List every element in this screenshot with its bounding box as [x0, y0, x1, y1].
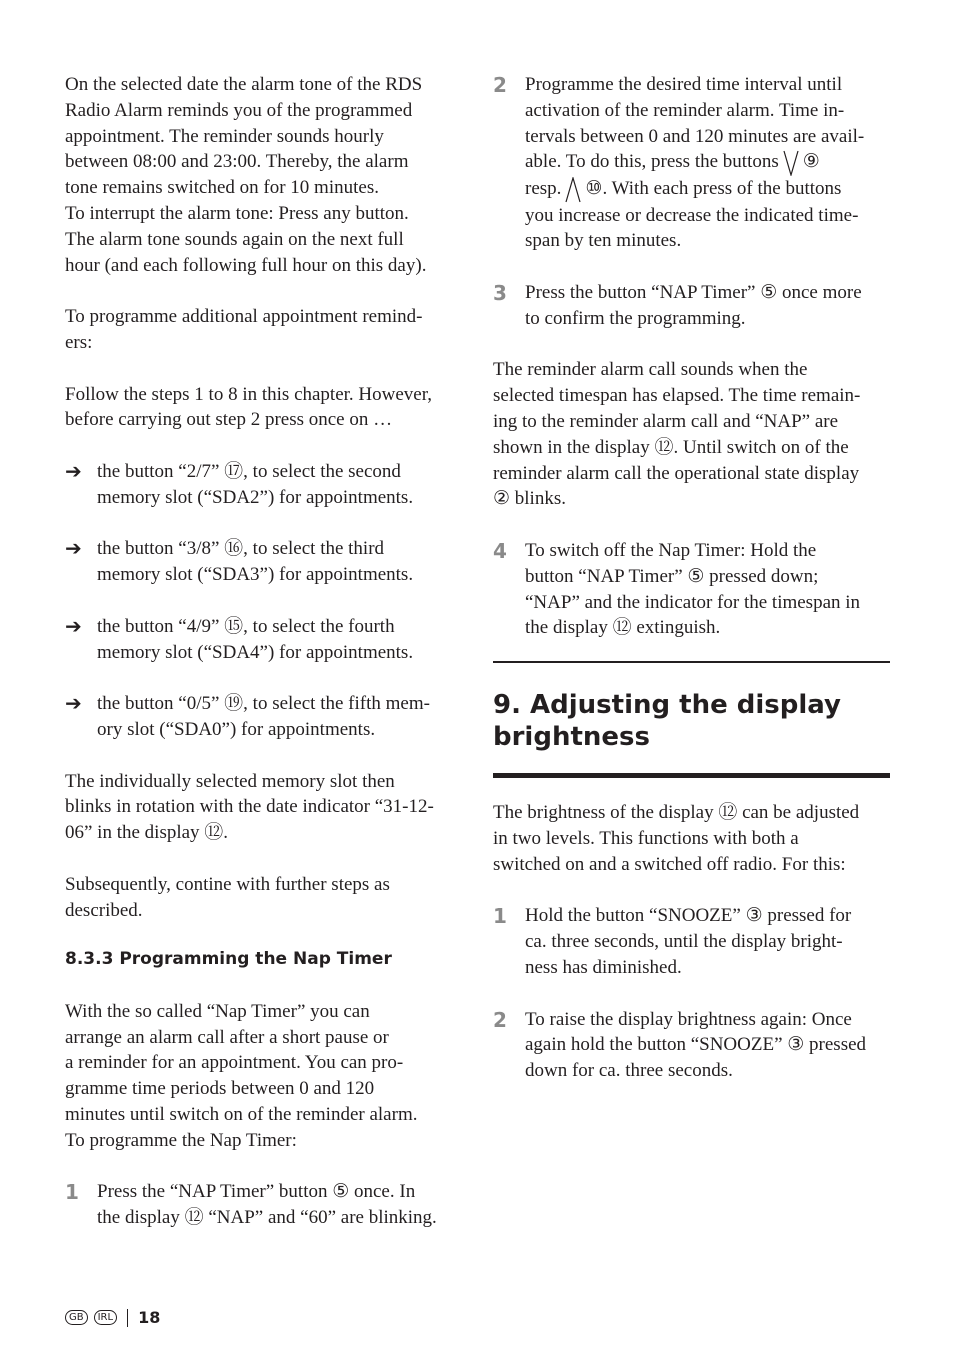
text-line: hour (and each following full hour on this day). — [65, 254, 427, 276]
arrow-right-icon: ➔ — [65, 613, 82, 638]
text-line: Press the button “NAP Timer” ⑤ once more — [525, 282, 862, 304]
arrow-right-icon: ➔ — [65, 691, 82, 716]
text-line: down for ca. three seconds. — [525, 1060, 733, 1082]
text-fragment: ⑨ — [802, 151, 820, 173]
text-line: gramme time periods between 0 and 120 — [65, 1078, 375, 1100]
text-line: memory slot (“SDA3”) for appointments. — [97, 564, 414, 586]
country-badge: IRL — [94, 1310, 117, 1325]
text-line: appointment. The reminder sounds hourly — [65, 125, 384, 147]
step-item — [493, 1007, 890, 1084]
text-line: ers: — [65, 331, 93, 353]
text-line: To programme additional appointment remind- — [65, 306, 423, 328]
text-line: the button “3/8” ⑯, to select the third — [97, 538, 385, 560]
follow-paragraph — [65, 382, 457, 434]
text-line: span by ten minutes. — [525, 230, 682, 252]
text-line: ing to the reminder alarm call and “NAP” are — [493, 411, 839, 433]
additional-paragraph — [65, 304, 457, 356]
text-line: activation of the reminder alarm. Time in- — [525, 99, 845, 121]
up-triangle-icon — [565, 177, 581, 203]
brightness-paragraph — [493, 800, 890, 877]
divider — [493, 661, 890, 663]
page-number: 18 — [138, 1308, 161, 1327]
step-number: 3 — [493, 281, 507, 306]
text-line: tone remains switched on for 10 minutes. — [65, 177, 379, 199]
step-number: 1 — [65, 1180, 79, 1205]
bullet-item — [65, 536, 457, 588]
text-line: Programme the desired time interval until — [525, 74, 843, 95]
text-line: “NAP” and the indicator for the timespan in — [525, 591, 861, 613]
text-line: The individually selected memory slot then — [65, 770, 395, 792]
text-line: selected timespan has elapsed. The time remain- — [493, 385, 861, 407]
text-fragment: able. To do this, press the buttons — [525, 151, 779, 173]
text-line: arrange an alarm call after a short pause or — [65, 1026, 389, 1048]
chapter-title-line: 9. Adjusting the display — [493, 690, 842, 721]
text-line: ② blinks. — [493, 488, 566, 510]
text-line: The brightness of the display ⑫ can be adjusted — [493, 802, 860, 824]
text-line: in two levels. This functions with both a — [493, 828, 799, 850]
step-item — [493, 280, 890, 332]
text-line: Radio Alarm reminds you of the programmed — [65, 99, 413, 121]
text-line: ory slot (“SDA0”) for appointments. — [97, 718, 376, 740]
text-line: 06” in the display ⑫. — [65, 822, 229, 844]
step-item — [493, 72, 890, 254]
text-line: The alarm tone sounds again on the next full — [65, 228, 404, 250]
text-fragment: ⑩. With each press of the buttons — [585, 178, 842, 200]
text-line: minutes until switch on of the reminder alarm. — [65, 1104, 418, 1126]
reminder-paragraph — [493, 357, 890, 512]
text-line: tervals between 0 and 120 minutes are avail- — [525, 125, 865, 147]
text-line: Press the “NAP Timer” button ⑤ once. In — [97, 1181, 416, 1203]
text-line: memory slot (“SDA2”) for appointments. — [97, 486, 414, 508]
memory-paragraph — [65, 769, 457, 846]
text-line: before carrying out step 2 press once on … — [65, 409, 393, 431]
text-line: With the so called “Nap Timer” you can — [65, 1000, 370, 1022]
text-line: ness has diminished. — [525, 957, 682, 978]
text-line: the button “2/7” ⑰, to select the second — [97, 460, 401, 482]
text-line: a reminder for an appointment. You can pro- — [65, 1052, 404, 1074]
section-subheading: 8.3.3 Programming the Nap Timer — [65, 949, 392, 970]
text-line: switched on and a switched off radio. For this: — [493, 853, 846, 875]
text-line: To switch off the Nap Timer: Hold the — [525, 540, 817, 562]
text-line: again hold the button “SNOOZE” ③ pressed — [525, 1034, 867, 1056]
text-line: the button “0/5” ⑲, to select the fifth mem- — [97, 693, 430, 715]
step-number: 1 — [493, 904, 507, 929]
bullet-item — [65, 691, 457, 743]
right-column — [493, 72, 890, 1084]
text-line: The reminder alarm call sounds when the — [493, 359, 808, 381]
step-number: 2 — [493, 73, 507, 97]
text-line: between 08:00 and 23:00. Thereby, the alarm — [65, 151, 409, 173]
subsequently-paragraph — [65, 872, 457, 924]
text-line: to confirm the programming. — [525, 307, 746, 329]
step-item — [493, 538, 890, 641]
footer-separator — [127, 1309, 128, 1327]
text-line: described. — [65, 899, 143, 921]
country-badge: GB — [65, 1310, 88, 1325]
text-line: Hold the button “SNOOZE” ③ pressed for — [525, 905, 852, 927]
step-item — [65, 1179, 457, 1231]
chapter-title-line: brightness — [493, 722, 650, 753]
step-item — [493, 903, 890, 980]
text-line — [525, 176, 890, 203]
step-number: 4 — [493, 539, 507, 564]
text-line: memory slot (“SDA4”) for appointments. — [97, 641, 414, 663]
text-line: To raise the display brightness again: Once — [525, 1008, 852, 1030]
text-line: the display ⑫ extinguish. — [525, 617, 721, 639]
text-line: On the selected date the alarm tone of the RDS — [65, 74, 423, 95]
text-line — [525, 149, 890, 176]
text-line: To programme the Nap Timer: — [65, 1129, 297, 1151]
text-line: button “NAP Timer” ⑤ pressed down; — [525, 565, 819, 587]
nap-paragraph — [65, 999, 457, 1154]
text-line: reminder alarm call the operational state display — [493, 462, 860, 484]
text-line: ca. three seconds, until the display bright- — [525, 931, 843, 953]
text-line: the display ⑫ “NAP” and “60” are blinking. — [97, 1207, 437, 1229]
text-line: shown in the display ⑫. Until switch on of the — [493, 436, 849, 458]
text-line: Subsequently, contine with further steps as — [65, 873, 390, 895]
left-column — [65, 72, 457, 1231]
text-line: the button “4/9” ⑮, to select the fourth — [97, 615, 395, 637]
text-line: Follow the steps 1 to 8 in this chapter. However, — [65, 383, 433, 405]
arrow-right-icon: ➔ — [65, 536, 82, 561]
text-line: blinks in rotation with the date indicator “31-12- — [65, 796, 434, 818]
down-triangle-icon — [783, 150, 799, 176]
bullet-item — [65, 459, 457, 511]
intro-paragraph — [65, 72, 457, 278]
step-number: 2 — [493, 1007, 507, 1032]
arrow-right-icon: ➔ — [65, 458, 82, 483]
text-line: To interrupt the alarm tone: Press any button. — [65, 202, 409, 224]
bullet-item — [65, 614, 457, 666]
page-footer — [65, 1308, 160, 1327]
text-line: you increase or decrease the indicated time- — [525, 204, 859, 226]
text-fragment: resp. — [525, 178, 562, 200]
chapter-title — [493, 689, 890, 753]
